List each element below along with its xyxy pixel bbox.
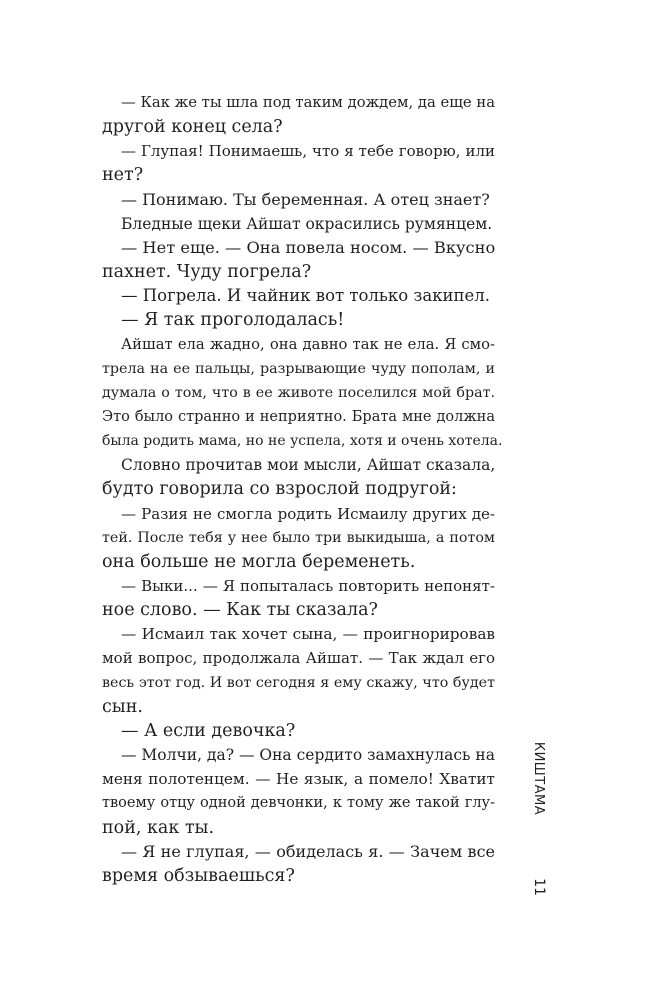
text-line: — Выки... — Я попыталась повторить непонят-	[121, 577, 495, 595]
text-line: — Я так проголодалась!	[121, 310, 345, 331]
text-line: Словно прочитав мои мысли, Айшат сказала,	[121, 456, 496, 475]
text-line: — Исмаил так хочет сына, — проигнорировав	[121, 625, 495, 644]
text-line: — Разия не смогла родить Исмаилу других де-	[121, 504, 495, 523]
page-number	[528, 872, 550, 902]
text-line: нет?	[102, 165, 144, 186]
text-line: Это было странно и неприятно. Брата мне должна	[102, 408, 495, 425]
text-line: весь этот год. И вот сегодня я ему скажу, что будет	[102, 674, 495, 691]
page-number-value: 11	[530, 878, 547, 896]
text-line: твоему отцу одной девчонки, к тому же такой глу-	[102, 795, 495, 812]
text-line: тей. После тебя у нее было три выкидыша, а потом	[102, 529, 495, 546]
text-line: — Глупая! Понимаешь, что я тебе говорю, или	[121, 142, 495, 161]
text-line: — Я не глупая, — обиделась я. — Зачем все	[121, 841, 495, 861]
text-line: мой вопрос, продолжала Айшат. — Так ждал его	[102, 649, 495, 668]
text-line: — Молчи, да? — Она сердито замахнулась на	[121, 746, 495, 764]
text-line: была родить мама, но не успела, хотя и очень хотела.	[102, 433, 503, 450]
text-line: думала о том, что в ее животе поселился мой брат.	[102, 384, 495, 401]
running-head	[528, 730, 550, 826]
text-line: Айшат ела жадно, она давно так не ела. Я смо-	[121, 335, 495, 353]
text-line: — А если девочка?	[121, 720, 296, 741]
text-line: пой, как ты.	[102, 817, 215, 838]
text-line: другой конец села?	[102, 117, 283, 138]
text-line: будто говорила со взрослой подругой:	[102, 479, 457, 500]
text-line: трела на ее пальцы, разрывающие чуду пополам, и	[102, 360, 495, 377]
text-line: — Понимаю. Ты беременная. А отец знает?	[121, 189, 490, 209]
text-line: пахнет. Чуду погрела?	[102, 262, 312, 282]
text-line: время обзываешься?	[102, 865, 295, 886]
text-line: меня полотенцем. — Не язык, а помело! Хватит	[102, 770, 495, 789]
text-line: ное слово. — Как ты сказала?	[102, 600, 378, 621]
text-line: Бледные щеки Айшат окрасились румянцем.	[121, 214, 493, 233]
text-line: она больше не могла беременеть.	[102, 551, 416, 572]
text-line: — Как же ты шла под таким дождем, да еще на	[121, 94, 495, 111]
text-line: — Погрела. И чайник вот только закипел.	[121, 286, 491, 306]
text-line: сын.	[102, 696, 143, 717]
text-line: — Нет еще. — Она повела носом. — Вкусно	[121, 237, 496, 257]
running-head-title: КИШТАМА	[531, 741, 547, 815]
